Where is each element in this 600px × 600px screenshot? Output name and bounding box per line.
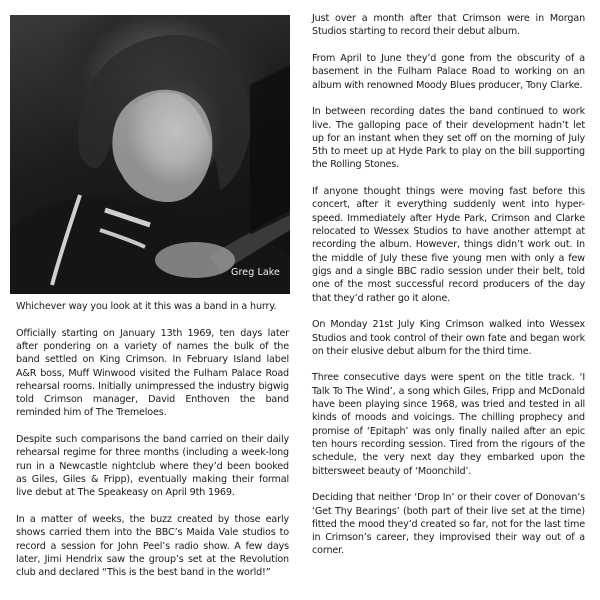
paragraph: Just over a month after that Crimson were in Morgan Studios starting to record their debut album. [312,13,585,38]
left-text-column [16,300,289,593]
paragraph: Three consecutive days were spent on the title track. ‘I Talk To The Wind’, a song which Giles, Fripp and McDonald have been playing since 1968, was tried and tested in all kinds of moods and voicings. The chilling prophecy and promise of ‘Epitaph’ was only finally nailed after an epic ten hours recording session. Tired from the rigours of the schedule, the very next day they embarked upon the bittersweet beauty of ‘Moonchild’. [312,372,585,477]
photo-caption: Greg Lake [231,267,280,278]
paragraph: From April to June they’d gone from the obscurity of a basement in the Fulham Palace Road to working on an album with renowned Moody Blues producer, Tony Clarke. [312,52,585,91]
paragraph: Deciding that neither ‘Drop In’ or their cover of Donovan’s ‘Get Thy Bearings’ (both part of their live set at the time) fitted the mood they’d created so far, not for the last time in Crimson’s career, they improvised their way out of a corner. [312,492,585,557]
paragraph: If anyone thought things were moving fast before this concert, after it everything suddenly went into hyper-speed. Immediately after Hyde Park, Crimson and Clarke relocated to Wessex Studios to have another attempt at recording the album. However, things didn’t work out. In the middle of July these five young men with only a few gigs and a single BBC radio session under their belt, told one of the most successful record producers of the day that they’d rather go it alone. [312,186,585,304]
portrait-photo [10,15,290,294]
photo-illustration [10,15,290,294]
paragraph: In a matter of weeks, the buzz created by those early shows carried them into the BBC’s Maida Vale studios to record a session for John Peel’s radio show. A few days later, Jimi Hendrix saw the group’s set at the Revolution club and declared “This is the best band in the world!” [16,514,289,579]
paragraph: Officially starting on January 13th 1969, ten days later after pondering on a variety of names the bulk of the band settled on King Crimson. In February Island label A&R boss, Muff Winwood visited the Fulham Palace Road rehearsal rooms. Initially unimpressed the industry bigwig told Crimson manager, David Enthoven the band reminded him of The Tremeloes. [16,327,289,419]
right-text-column [312,12,585,571]
paragraph: In between recording dates the band continued to work live. The galloping pace of their development hadn’t let up for an instant when they set off on the morning of July 5th to meet up at Hyde Park to play on the bill supporting the Rolling Stones. [312,106,585,171]
paragraph: Whichever way you look at it this was a band in a hurry. [16,301,277,312]
paragraph: Despite such comparisons the band carried on their daily rehearsal regime for three months (including a week-long run in a Newcastle nightclub where they’d been booked as Giles, Giles & Fripp), eventually making their formal live debut at The Speakeasy on April 9th 1969. [16,434,289,499]
paragraph: On Monday 21st July King Crimson walked into Wessex Studios and took control of their own fate and began work on their elusive debut album for the third time. [312,319,585,357]
